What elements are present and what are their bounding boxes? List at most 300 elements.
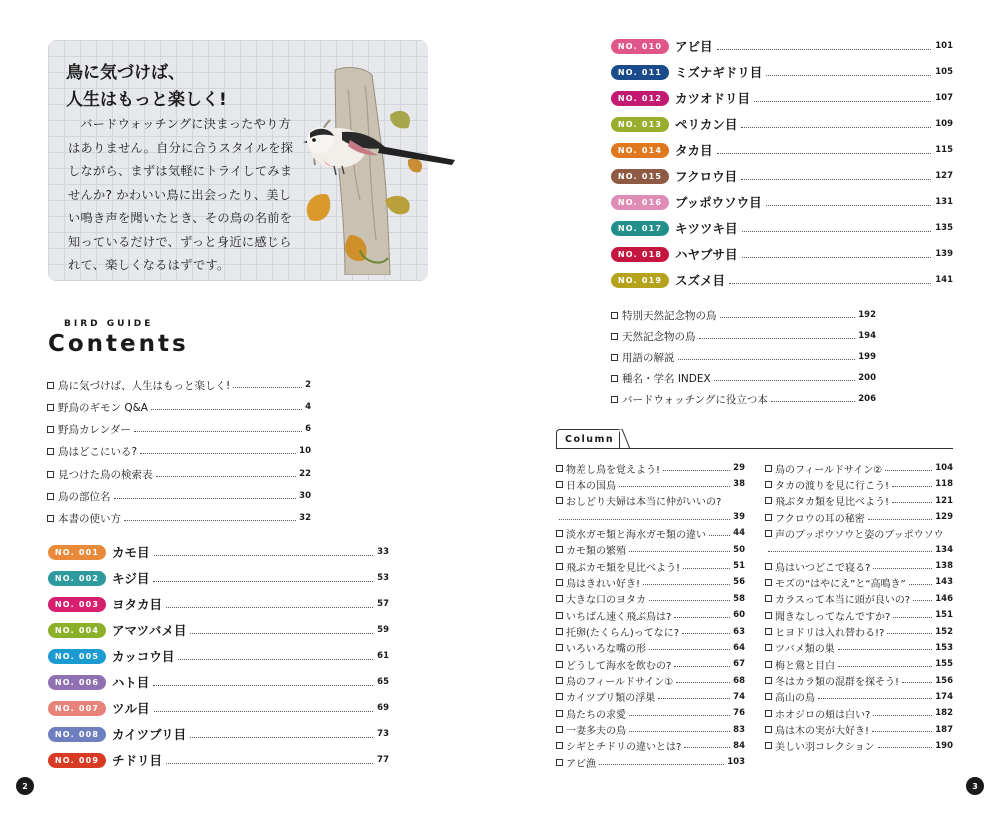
column-item-page: 138: [935, 561, 953, 572]
leader-dots: [873, 568, 932, 569]
column-item-label: どうして海水を飲むの?: [566, 660, 672, 672]
column-item[interactable]: [765, 574, 953, 590]
leader-dots: [153, 581, 373, 582]
leader-dots: [709, 535, 730, 536]
order-page: 53: [377, 573, 389, 583]
leader-dots: [768, 551, 932, 552]
column-item-page: 58: [733, 593, 745, 604]
order-number-badge: NO. 001: [48, 545, 106, 560]
column-item-label: アビ漁: [566, 758, 596, 770]
toc-item-page: 22: [299, 469, 311, 479]
order-label: スズメ目: [675, 273, 726, 288]
column-item-page: 83: [733, 724, 745, 735]
bullet-square-icon: [556, 726, 563, 733]
column-item-label: 一妻多夫の鳥: [566, 726, 626, 738]
leader-dots: [643, 584, 730, 585]
column-item-label: 大きな口のヨタカ: [566, 595, 646, 607]
toc-item[interactable]: [611, 306, 876, 324]
column-item-page: 63: [733, 626, 745, 637]
order-page: 131: [935, 197, 953, 207]
leader-dots: [599, 764, 724, 765]
column-item[interactable]: [765, 705, 953, 721]
toc-item[interactable]: [47, 420, 311, 438]
column-item[interactable]: [556, 705, 745, 721]
column-item-label: ツバメ類の巣: [775, 644, 835, 656]
order-item[interactable]: [611, 62, 953, 82]
leader-dots: [838, 666, 932, 667]
leader-dots: [674, 666, 730, 667]
column-item-page: 134: [935, 544, 953, 555]
order-number-badge: NO. 007: [48, 701, 106, 716]
column-item-label: 鳥は木の実が大好き!: [775, 726, 870, 738]
toc-item[interactable]: [611, 369, 876, 387]
leader-dots: [893, 617, 932, 618]
bullet-square-icon: [611, 333, 618, 340]
column-item[interactable]: [556, 493, 745, 509]
column-item[interactable]: [556, 673, 745, 689]
column-item-label: 鳥はきれい好き!: [566, 578, 641, 590]
bullet-square-icon: [47, 515, 54, 522]
column-item[interactable]: [765, 738, 953, 754]
bird-illustration: [290, 60, 460, 275]
leader-dots: [151, 409, 302, 410]
leader-dots: [892, 502, 932, 503]
column-item[interactable]: [765, 689, 953, 705]
leader-dots: [818, 698, 932, 699]
column-item-label: ホオジロの頬は白い?: [775, 709, 871, 721]
column-item-label: 梅と鶯と目白: [775, 660, 835, 672]
toc-item[interactable]: [47, 398, 311, 416]
column-item-label: カラスって本当に頭が良いの?: [775, 595, 911, 607]
order-item[interactable]: [48, 646, 389, 666]
order-number-badge: NO. 010: [611, 39, 669, 54]
column-item-page: 129: [935, 512, 953, 523]
toc-item-page: 194: [858, 331, 876, 341]
leader-dots: [872, 731, 932, 732]
leader-dots: [559, 519, 730, 520]
order-item[interactable]: [611, 166, 953, 186]
toc-item[interactable]: [47, 465, 311, 483]
leader-dots: [873, 715, 932, 716]
bullet-square-icon: [765, 677, 772, 684]
column-item-page: 38: [733, 479, 745, 490]
column-item-label: 淡水ガモ類と海水ガモ類の違い: [566, 529, 706, 541]
order-item[interactable]: [611, 140, 953, 160]
column-item[interactable]: [765, 656, 953, 672]
toc-item[interactable]: [47, 376, 311, 394]
column-item-page: 152: [935, 626, 953, 637]
toc-item-label: 鳥の部位名: [58, 490, 111, 503]
column-item[interactable]: [765, 607, 953, 623]
leader-dots: [619, 486, 730, 487]
column-item-page: 153: [935, 642, 953, 653]
order-label: ミズナギドリ目: [675, 65, 763, 80]
column-item[interactable]: [556, 624, 745, 640]
column-item-page: 56: [733, 577, 745, 588]
order-number-badge: NO. 005: [48, 649, 106, 664]
column-item-page: 104: [935, 463, 953, 473]
order-item[interactable]: [48, 542, 389, 562]
leader-dots: [887, 633, 932, 634]
column-item-page: 44: [733, 528, 745, 539]
toc-item[interactable]: [47, 487, 311, 505]
column-item-label: 飛ぶタカ類を見比べよう!: [775, 497, 890, 509]
column-item[interactable]: [556, 591, 745, 607]
toc-item-label: バードウォッチングに役立つ本: [622, 393, 768, 406]
bullet-square-icon: [47, 426, 54, 433]
column-item-page: 190: [935, 740, 953, 751]
leader-dots: [676, 682, 730, 683]
column-item[interactable]: [765, 460, 953, 476]
toc-item-page: 200: [858, 373, 876, 383]
order-label: カモ目: [112, 545, 150, 560]
leader-dots: [124, 520, 296, 521]
column-item[interactable]: [765, 591, 953, 607]
order-item[interactable]: [611, 244, 953, 264]
order-label: アビ目: [675, 39, 713, 54]
leader-dots: [766, 205, 932, 206]
toc-item-label: 鳥はどこにいる?: [58, 445, 138, 458]
leader-dots: [678, 359, 856, 360]
order-page: 109: [935, 119, 953, 129]
toc-item[interactable]: [47, 442, 311, 460]
order-number-badge: NO. 011: [611, 65, 669, 80]
order-label: カッコウ目: [112, 649, 175, 664]
toc-item[interactable]: [611, 348, 876, 366]
order-number-badge: NO. 008: [48, 727, 106, 742]
bullet-square-icon: [556, 644, 563, 651]
toc-item-label: 本書の使い方: [58, 512, 121, 525]
bullet-square-icon: [765, 497, 772, 504]
column-item-page: 187: [935, 724, 953, 735]
leader-dots: [233, 387, 302, 388]
column-tab: Column: [556, 429, 620, 448]
column-item[interactable]: [556, 460, 745, 476]
leader-dots: [166, 763, 373, 764]
toc-item-page: 199: [858, 352, 876, 362]
order-page: 33: [377, 547, 389, 557]
leader-dots: [674, 617, 730, 618]
order-number-badge: NO. 014: [611, 143, 669, 158]
column-item-label: 聞きなしってなんですか?: [775, 611, 891, 623]
toc-item-page: 32: [299, 513, 311, 523]
column-item-page: 50: [733, 544, 745, 555]
column-item[interactable]: [765, 640, 953, 656]
order-item[interactable]: [48, 568, 389, 588]
leader-dots: [742, 257, 932, 258]
toc-item-label: 野鳥のギモン Q&A: [58, 401, 148, 414]
intro-title-line: 鳥に気づけば、 人生はもっと楽しく!: [66, 63, 227, 110]
column-item[interactable]: [765, 476, 953, 492]
order-item[interactable]: [611, 36, 953, 56]
leader-dots: [913, 600, 932, 601]
column-item[interactable]: [765, 525, 953, 541]
bullet-square-icon: [765, 742, 772, 749]
toc-item-page: 30: [299, 491, 311, 501]
bullet-square-icon: [556, 661, 563, 668]
leader-dots: [892, 486, 932, 487]
column-item[interactable]: [556, 509, 745, 525]
bullet-square-icon: [611, 354, 618, 361]
column-item-label: 托卵(たくらん)ってなに?: [566, 628, 680, 639]
column-item[interactable]: [556, 738, 745, 754]
leader-dots: [699, 338, 856, 339]
order-label: チドリ目: [112, 753, 163, 768]
leader-dots: [754, 101, 931, 102]
order-label: キツツキ目: [675, 221, 738, 236]
leader-dots: [902, 682, 932, 683]
order-item[interactable]: [611, 114, 953, 134]
order-number-badge: NO. 012: [611, 91, 669, 106]
leader-dots: [771, 401, 855, 402]
column-item-page: 29: [733, 463, 745, 473]
leader-dots: [658, 698, 730, 699]
column-item[interactable]: [765, 624, 953, 640]
order-item[interactable]: [611, 270, 953, 290]
order-number-badge: NO. 003: [48, 597, 106, 612]
leader-dots: [729, 283, 931, 284]
order-number-badge: NO. 019: [611, 273, 669, 288]
order-item[interactable]: [48, 750, 389, 770]
order-number-badge: NO. 013: [611, 117, 669, 132]
column-item[interactable]: [556, 476, 745, 492]
page-number-left: 2: [16, 777, 34, 795]
order-item[interactable]: [48, 698, 389, 718]
order-label: キジ目: [112, 571, 150, 586]
bullet-square-icon: [556, 710, 563, 717]
column-item[interactable]: [556, 754, 745, 770]
leader-dots: [717, 49, 932, 50]
column-item-label: 鳥はいつどこで寝る?: [775, 562, 871, 574]
column-item-page: 121: [935, 495, 953, 506]
leader-dots: [629, 715, 730, 716]
toc-item-label: 野鳥カレンダー: [58, 423, 131, 436]
leader-dots: [878, 747, 933, 748]
toc-item-label: 見つけた鳥の検索表: [58, 468, 153, 481]
bullet-square-icon: [765, 726, 772, 733]
bullet-square-icon: [765, 661, 772, 668]
leader-dots: [649, 600, 730, 601]
contents-title: Contents: [48, 331, 189, 357]
toc-item-page: 192: [858, 310, 876, 320]
toc-item-label: 特別天然記念物の鳥: [622, 309, 717, 322]
column-item[interactable]: [765, 542, 953, 558]
leader-dots: [114, 498, 297, 499]
order-number-badge: NO. 009: [48, 753, 106, 768]
order-number-badge: NO. 016: [611, 195, 669, 210]
leader-dots: [154, 711, 374, 712]
bullet-square-icon: [556, 595, 563, 602]
bullet-square-icon: [556, 563, 563, 570]
leader-dots: [682, 633, 730, 634]
column-item-label: いちばん速く飛ぶ鳥は?: [566, 611, 672, 623]
column-item-label: 鳥たちの求愛: [566, 709, 626, 721]
order-page: 77: [377, 755, 389, 765]
leader-dots: [720, 317, 856, 318]
column-item[interactable]: [765, 722, 953, 738]
column-item-page: 64: [733, 642, 745, 653]
bullet-square-icon: [765, 579, 772, 586]
toc-item-label: 天然記念物の鳥: [622, 330, 696, 343]
column-item-label: モズの“はやにえ”と“高鳴き”: [775, 578, 906, 590]
column-item-label: 鳥のフィールドサイン②: [775, 464, 883, 476]
order-page: 69: [377, 703, 389, 713]
bullet-square-icon: [556, 693, 563, 700]
column-item-label: カモ類の繁殖: [566, 546, 626, 558]
page-number-right: 3: [966, 777, 984, 795]
toc-item[interactable]: [611, 327, 876, 345]
bullet-square-icon: [611, 375, 618, 382]
leader-dots: [714, 380, 856, 381]
column-item-page: 76: [733, 708, 745, 719]
bullet-square-icon: [765, 710, 772, 717]
toc-item-label: 用語の解説: [622, 351, 675, 364]
leader-dots: [178, 659, 373, 660]
order-label: ヨタカ目: [112, 597, 163, 612]
column-item-page: 118: [935, 479, 953, 490]
leader-dots: [741, 127, 931, 128]
leader-dots: [166, 607, 373, 608]
intro-title: [66, 60, 306, 114]
column-item[interactable]: [556, 574, 745, 590]
column-item-page: 146: [935, 593, 953, 604]
order-page: 57: [377, 599, 389, 609]
order-page: 115: [935, 145, 953, 155]
bullet-square-icon: [556, 546, 563, 553]
order-item[interactable]: [48, 724, 389, 744]
bullet-square-icon: [611, 396, 618, 403]
order-page: 59: [377, 625, 389, 635]
order-label: タカ目: [675, 143, 713, 158]
column-item[interactable]: [765, 493, 953, 509]
column-item[interactable]: [556, 722, 745, 738]
column-item-label: 冬はカラ類の混群を探そう!: [775, 677, 900, 689]
intro-body: バードウォッチングに決まったやり方はありません。自分に合うスタイルを探しながら、まずは気軽にトライしてみませんか? かわいい鳥に出会ったり、美しい鳴き声を聞いたとき、その鳥の名前を知っているだけで、ずっと身近に感じられて、楽しくなるはずです。: [68, 117, 294, 272]
column-item[interactable]: [556, 656, 745, 672]
leader-dots: [766, 75, 931, 76]
toc-item[interactable]: [47, 509, 311, 527]
order-page: 107: [935, 93, 953, 103]
column-item[interactable]: [556, 640, 745, 656]
column-item-label: フクロウの耳の秘密: [775, 513, 865, 525]
column-item[interactable]: [556, 558, 745, 574]
column-item-page: 174: [935, 691, 953, 702]
column-item-label: 高山の鳥: [775, 693, 815, 705]
leader-dots: [868, 519, 933, 520]
bullet-square-icon: [765, 644, 772, 651]
column-item[interactable]: [556, 525, 745, 541]
column-item-page: 156: [935, 675, 953, 686]
order-page: 101: [935, 41, 953, 51]
column-item[interactable]: [765, 673, 953, 689]
column-item-label: 飛ぶカモ類を見比べよう!: [566, 562, 681, 574]
column-item-page: 151: [935, 610, 953, 621]
order-item[interactable]: [48, 672, 389, 692]
leader-dots: [909, 584, 933, 585]
column-item[interactable]: [556, 542, 745, 558]
leader-dots: [629, 731, 730, 732]
bullet-square-icon: [556, 628, 563, 635]
bullet-square-icon: [556, 465, 563, 472]
leader-dots: [649, 649, 730, 650]
bullet-square-icon: [47, 448, 54, 455]
column-item[interactable]: [765, 558, 953, 574]
bullet-square-icon: [556, 759, 563, 766]
order-label: アマツバメ目: [112, 623, 187, 638]
bullet-square-icon: [765, 595, 772, 602]
bullet-square-icon: [765, 628, 772, 635]
order-number-badge: NO. 017: [611, 221, 669, 236]
order-label: ブッポウソウ目: [675, 195, 762, 210]
column-item-label: いろいろな嘴の形: [566, 644, 646, 656]
column-item-page: 68: [733, 675, 745, 686]
bullet-square-icon: [556, 481, 563, 488]
column-item-label: タカの渡りを見に行こう!: [775, 480, 890, 492]
order-page: 141: [935, 275, 953, 285]
bullet-square-icon: [47, 382, 54, 389]
bullet-square-icon: [611, 312, 618, 319]
order-page: 139: [935, 249, 953, 259]
column-tab-slant: [618, 429, 630, 449]
order-item[interactable]: [611, 218, 953, 238]
column-item[interactable]: [765, 509, 953, 525]
bullet-square-icon: [556, 530, 563, 537]
order-item[interactable]: [611, 192, 953, 212]
contents-subtitle: BIRD GUIDE: [64, 319, 154, 329]
toc-item-page: 2: [305, 380, 311, 390]
toc-item[interactable]: [611, 390, 876, 408]
order-page: 105: [935, 67, 953, 77]
order-item[interactable]: [48, 594, 389, 614]
toc-item-label: 鳥に気づけば、人生はもっと楽しく!: [58, 379, 231, 392]
column-item-label: シギとチドリの違いとは?: [566, 742, 682, 754]
column-item-label: 美しい羽コレクション: [775, 742, 875, 754]
column-item-page: 84: [733, 740, 745, 751]
order-page: 61: [377, 651, 389, 661]
column-item-page: 103: [727, 757, 745, 768]
bullet-square-icon: [765, 563, 772, 570]
column-item-label: 鳥のフィールドサイン①: [566, 677, 674, 689]
leader-dots: [154, 555, 374, 556]
order-number-badge: NO. 002: [48, 571, 106, 586]
column-item-label: ヒヨドリは入れ替わる!?: [775, 628, 885, 639]
bullet-square-icon: [765, 612, 772, 619]
bullet-square-icon: [556, 497, 563, 504]
order-number-badge: NO. 018: [611, 247, 669, 262]
order-label: ツル目: [112, 701, 150, 716]
bullet-square-icon: [765, 530, 772, 537]
bullet-square-icon: [556, 677, 563, 684]
leader-dots: [742, 231, 932, 232]
bullet-square-icon: [765, 481, 772, 488]
column-item[interactable]: [556, 689, 745, 705]
column-item-page: 143: [935, 577, 953, 588]
leader-dots: [885, 470, 932, 471]
column-item-page: 74: [733, 691, 745, 702]
leader-dots: [190, 737, 373, 738]
bullet-square-icon: [556, 742, 563, 749]
bullet-square-icon: [556, 612, 563, 619]
order-label: ペリカン目: [675, 117, 738, 132]
bullet-square-icon: [765, 465, 772, 472]
order-number-badge: NO. 004: [48, 623, 106, 638]
column-item-page: 67: [733, 659, 745, 670]
order-item[interactable]: [48, 620, 389, 640]
order-item[interactable]: [611, 88, 953, 108]
order-page: 135: [935, 223, 953, 233]
leader-dots: [140, 453, 296, 454]
column-item[interactable]: [556, 607, 745, 623]
